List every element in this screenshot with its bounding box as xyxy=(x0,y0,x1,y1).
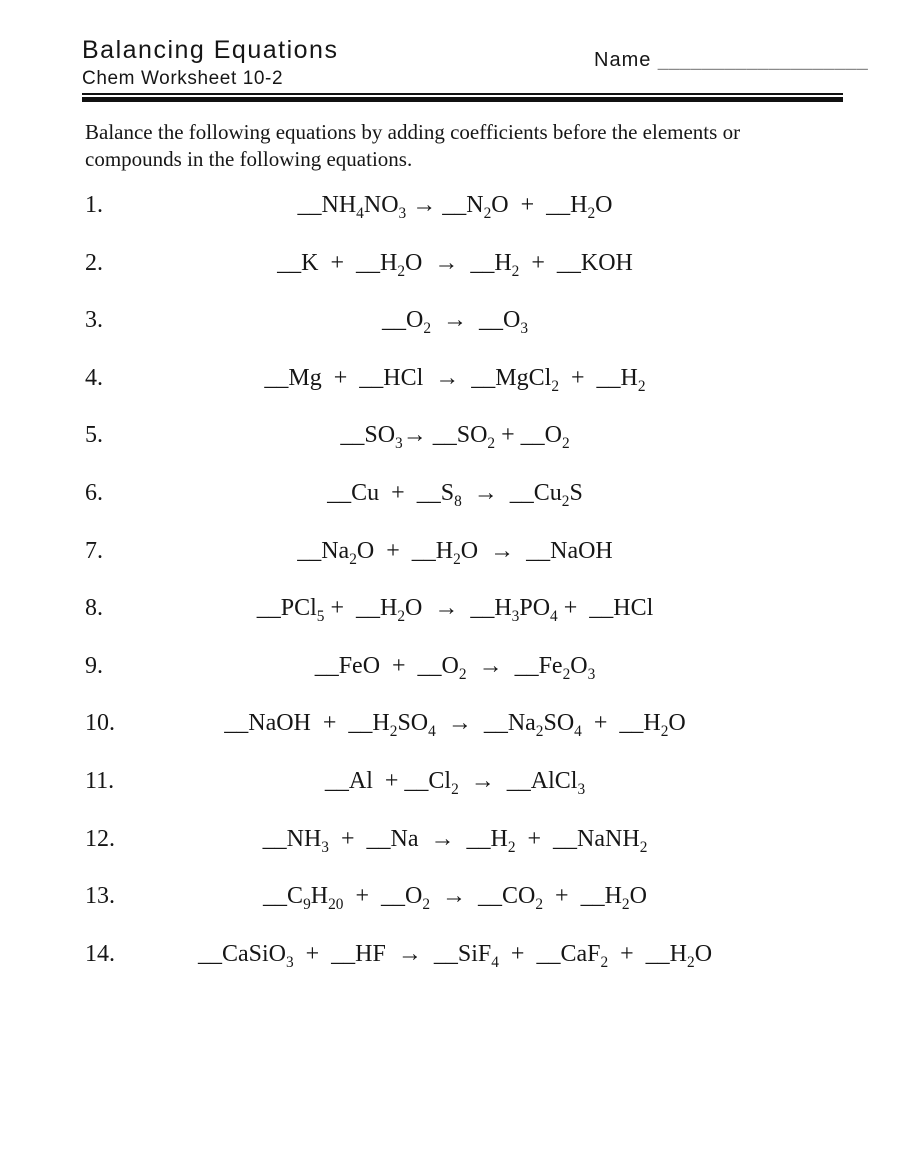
equation-formula: $\_\_NH_4NO_3$ → $\_\_N_2O$ + $\_\_H_2O$ xyxy=(297,192,613,222)
equation-formula: $\_\_C_9H_{20}$ + $\_\_O_2$ → $\_\_CO_2$ + $\_\_H_2O$ xyxy=(263,883,647,913)
worksheet-subtitle: Chem Worksheet 10-2 xyxy=(82,68,284,89)
equation-row xyxy=(0,935,900,993)
header-divider xyxy=(82,93,843,102)
instructions-line-2: compounds in the following equations. xyxy=(85,147,413,171)
equation-row xyxy=(0,877,900,935)
equations-list xyxy=(0,186,900,992)
equation-row xyxy=(0,474,900,532)
equation-row xyxy=(0,647,900,705)
equation-row xyxy=(0,244,900,302)
equation-formula: __CaSiO$_3$ + __HF → __SiF$_4$ + __CaF$_2$ + $\_\_H_2O$ xyxy=(197,940,713,971)
worksheet-title: Balancing Equations xyxy=(82,36,339,64)
equation-row xyxy=(0,820,900,878)
equation-formula: $\_\_SO_3\to$ $\_\_SO_2$ + $\_\_O_2$ xyxy=(340,422,570,453)
equation-number: 7. xyxy=(85,537,103,564)
equation-number: 8. xyxy=(85,595,103,622)
equation-formula: __K + $\_\_H_2O$ → $\_\_H_2$ + __KOH xyxy=(277,249,633,280)
equation-row xyxy=(0,589,900,647)
divider-thin-line xyxy=(82,93,843,95)
equation-number: 9. xyxy=(85,652,103,679)
equation-formula: $\_\_NH_3$ + __Na → $\_\_H_2$ + __NaNH$_2$ xyxy=(262,825,648,856)
equation-formula: $\_\_O_2$ → $\_\_O_3$ xyxy=(381,307,529,337)
equation-row xyxy=(0,762,900,820)
equation-number: 4. xyxy=(85,364,103,391)
equation-formula: __Mg + __HCl → __MgCl$_2$ + $\_\_H_2$ xyxy=(264,364,646,395)
equation-formula: __FeO + $\_\_O_2$ → $\_\_Fe_2O_3$ xyxy=(314,652,596,683)
instructions-line-1: Balance the following equations by adding coefficients before the elements or xyxy=(85,120,741,144)
equation-formula: __Cu + $\_\_S_8$ → $\_\_Cu_2S$ xyxy=(327,479,583,510)
equation-number: 11. xyxy=(85,767,115,794)
name-row xyxy=(594,49,868,72)
equation-formula: $\_\_Na_2O$ + $\_\_H_2O$ → __NaOH xyxy=(297,537,613,568)
name-label: Name xyxy=(594,49,652,71)
name-blank-line: ___________________ xyxy=(657,50,869,71)
equation-row xyxy=(0,359,900,417)
equation-number: 2. xyxy=(85,249,103,276)
equation-formula: __PCl$_5$ + $\_\_H_2O$ → $\_\_H_3PO_4$ + __HCl xyxy=(256,595,654,625)
equation-number: 13. xyxy=(85,883,115,910)
equation-number: 10. xyxy=(85,710,115,737)
equation-row xyxy=(0,186,900,244)
divider-thick-line xyxy=(82,97,843,102)
equation-number: 14. xyxy=(85,940,115,967)
equation-number: 1. xyxy=(85,192,103,218)
equation-row xyxy=(0,416,900,474)
equation-row xyxy=(0,532,900,590)
equation-formula: __NaOH + $\_\_H_2SO_4$ → $\_\_Na_2SO_4$ + $\_\_H_2O$ xyxy=(224,710,686,741)
equation-number: 6. xyxy=(85,479,103,506)
instructions xyxy=(85,119,740,173)
equation-number: 5. xyxy=(85,422,103,449)
equation-number: 12. xyxy=(85,825,115,852)
equation-row xyxy=(0,301,900,359)
equation-row xyxy=(0,704,900,762)
equation-formula: __Al + $\_\_Cl_2$ → __AlCl$_3$ xyxy=(324,767,586,798)
equation-number: 3. xyxy=(85,307,103,334)
